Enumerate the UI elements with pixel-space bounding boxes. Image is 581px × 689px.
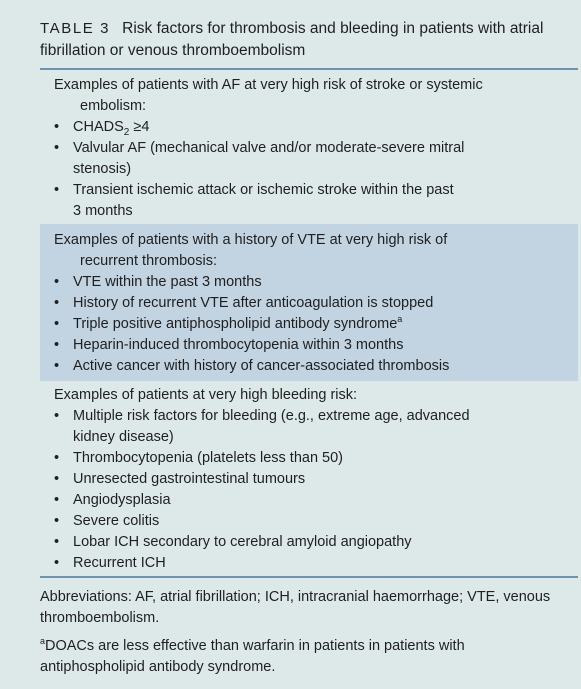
list-item: • Thrombocytopenia (platelets less than 50): [54, 448, 578, 469]
list-item: • Valvular AF (mechanical valve and/or moderate-severe mitral stenosis): [54, 140, 465, 177]
table-title: [40, 18, 560, 62]
bullet-icon: •: [54, 140, 60, 156]
bullet-icon: •: [54, 274, 60, 290]
bullet-list: [54, 406, 578, 574]
bullet-icon: •: [54, 119, 60, 135]
table-label: TABLE 3: [40, 20, 111, 37]
bullet-icon: •: [54, 471, 60, 487]
bullet-icon: •: [54, 337, 60, 353]
table-footnotes: [40, 587, 570, 678]
bullet-list: [54, 272, 578, 377]
table-title-text: Risk factors for thrombosis and bleeding in patients with atrial fibrillation or venous thromboembolism: [40, 20, 544, 59]
bullet-icon: •: [54, 450, 60, 466]
bullet-icon: •: [54, 295, 60, 311]
abbreviations-note: Abbreviations: AF, atrial fibrillation; ICH, intracranial haemorrhage; VTE, venous thromboembolism.: [40, 589, 551, 626]
list-item: • Triple positive antiphospholipid antibody syndrome$^a$: [54, 314, 578, 335]
footnote-a: $^a$DOACs are less effective than warfarin in patients in patients with antiphospholipid antibody syndrome.: [40, 636, 465, 675]
footer-divider: [40, 576, 578, 578]
list-item: • Transient ischemic attack or ischemic stroke within the past 3 months: [54, 182, 454, 219]
list-item: • $CHADS_2 \ge 4$: [54, 119, 150, 138]
list-item: • VTE within the past 3 months: [54, 272, 578, 293]
list-item: • Unresected gastrointestinal tumours: [54, 469, 578, 490]
list-item: • Active cancer with history of cancer-associated thrombosis: [54, 356, 578, 377]
footnote-marker: a: [40, 636, 46, 647]
section-heading: Examples of patients at very high bleeding risk:: [54, 387, 358, 403]
section-heading: Examples of patients with AF at very high risk of stroke or systemic embolism:: [54, 77, 483, 114]
list-item: • Recurrent ICH: [54, 553, 578, 574]
section-vte-recurrence-risk: [40, 224, 578, 381]
bullet-icon: •: [54, 182, 60, 198]
footnote-marker: a: [397, 314, 403, 325]
bullet-icon: •: [54, 534, 60, 550]
list-item: • Heparin-induced thrombocytopenia within 3 months: [54, 335, 578, 356]
section-bleeding-risk: [40, 385, 578, 574]
section-af-stroke-risk: [40, 75, 578, 222]
bullet-icon: •: [54, 358, 60, 374]
bullet-icon: •: [54, 513, 60, 529]
bullet-icon: •: [54, 555, 60, 571]
bullet-icon: •: [54, 316, 60, 332]
list-item: • Lobar ICH secondary to cerebral amyloid angiopathy: [54, 532, 578, 553]
list-item: • History of recurrent VTE after anticoagulation is stopped: [54, 293, 578, 314]
list-item: • Multiple risk factors for bleeding (e.g., extreme age, advanced kidney disease): [54, 408, 470, 445]
list-item: • Severe colitis: [54, 511, 578, 532]
bullet-list: [54, 117, 578, 222]
list-item: • Angiodysplasia: [54, 490, 578, 511]
bullet-icon: •: [54, 492, 60, 508]
section-heading: Examples of patients with a history of VTE at very high risk of recurrent thrombosis:: [54, 232, 448, 269]
title-divider: [40, 68, 578, 70]
bullet-icon: •: [54, 408, 60, 424]
